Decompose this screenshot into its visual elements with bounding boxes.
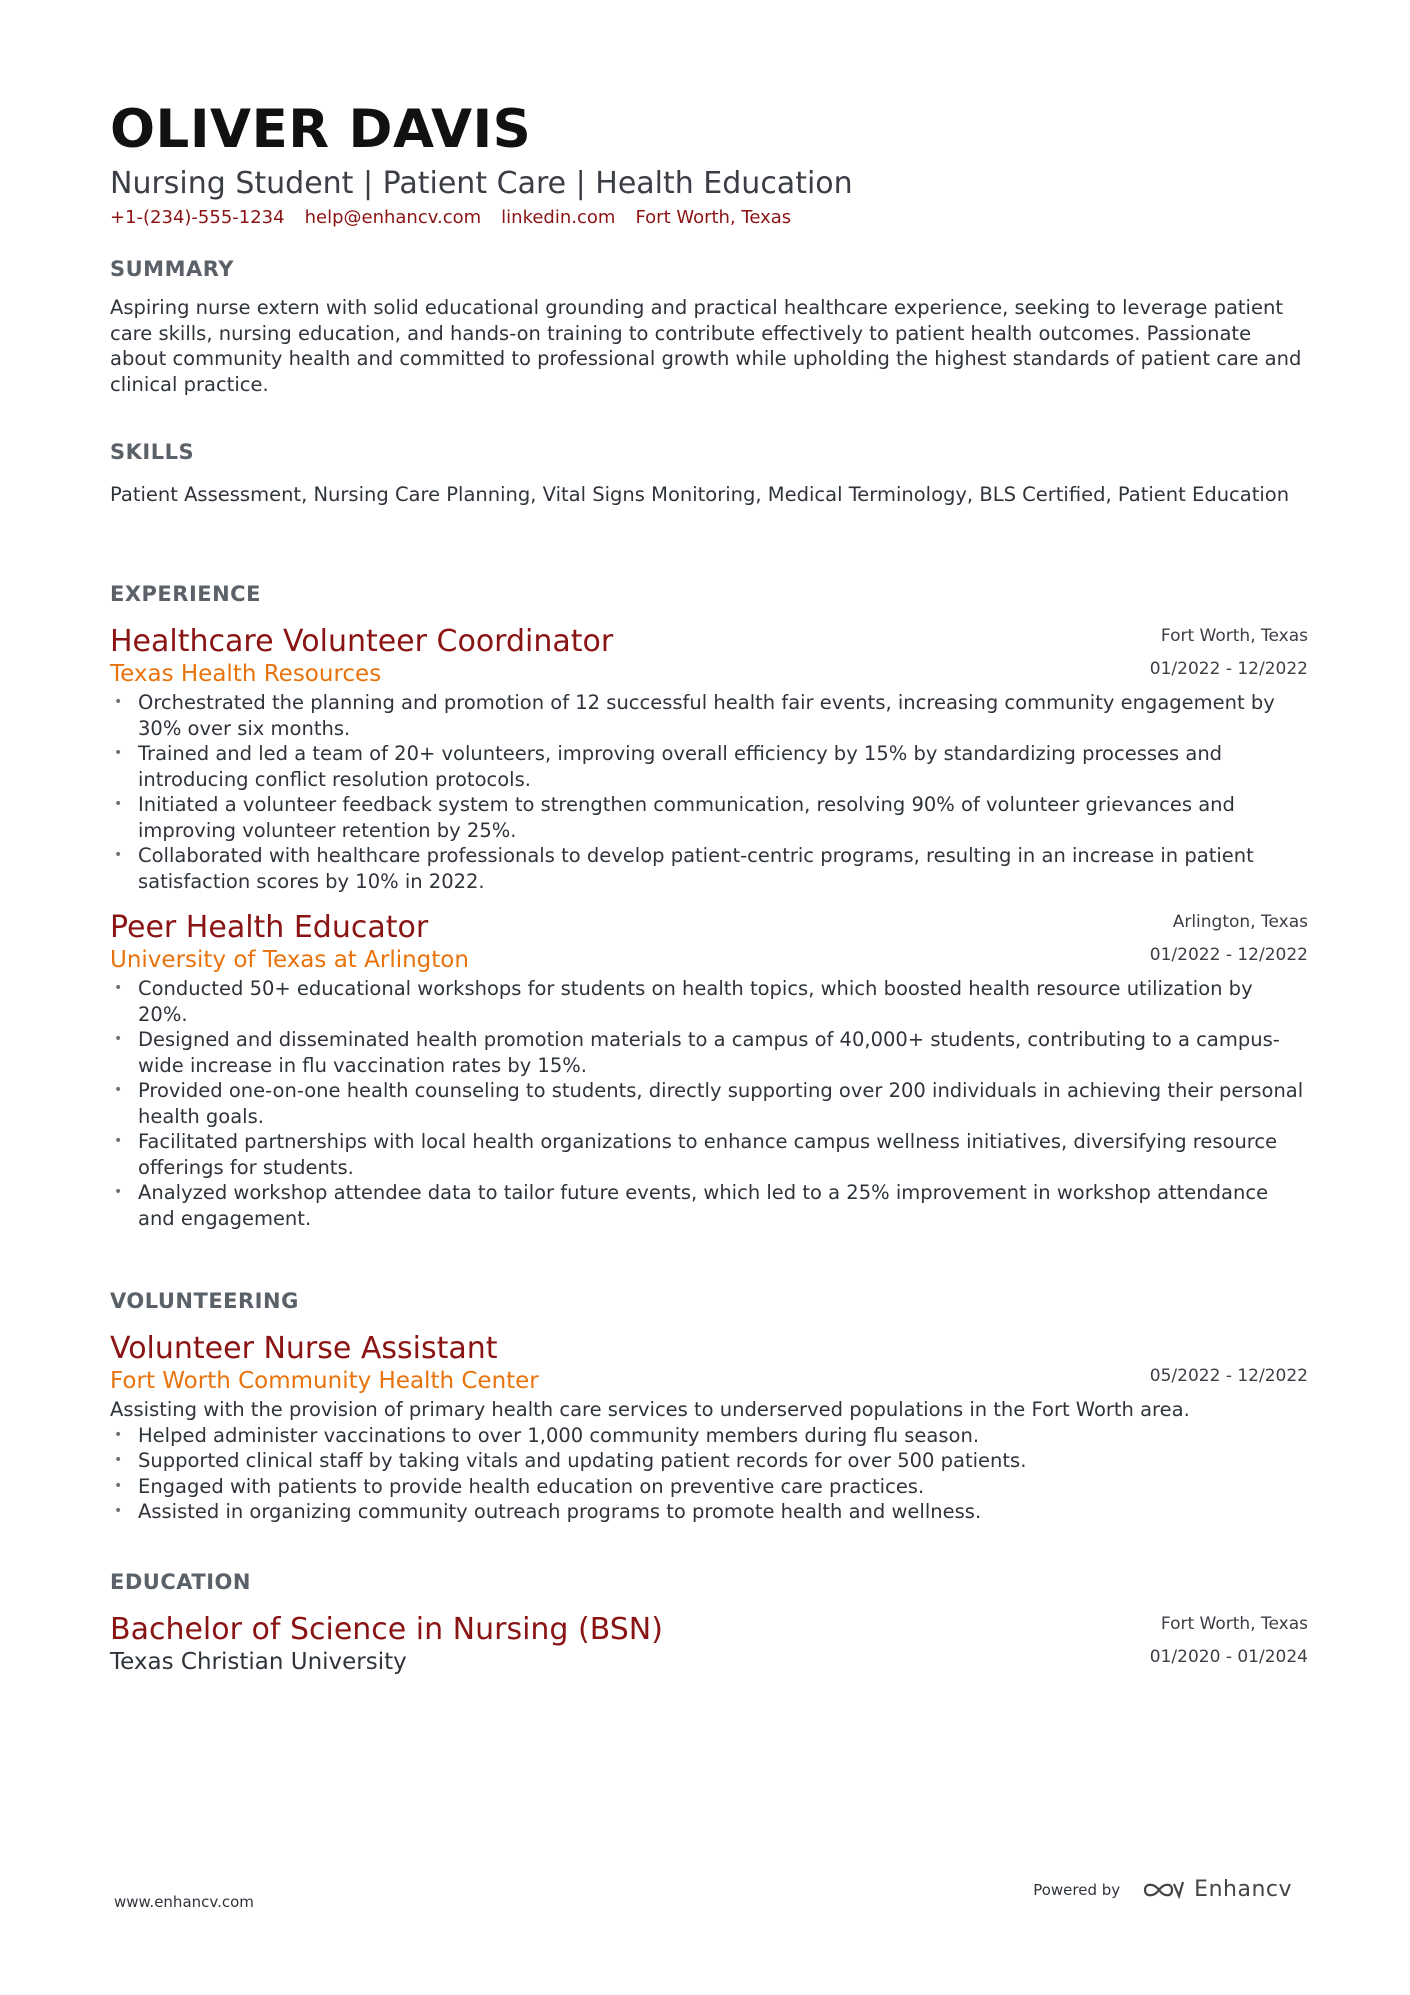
bullet-text: Initiated a volunteer feedback system to strengthen communication, resolving 90% of volunteer grievances and improving volunteer retention by 25%. [138,793,1235,842]
footer-branding [1033,1877,1292,1902]
entry-header [110,1331,1308,1397]
bullet-text: Trained and led a team of 20+ volunteers, improving overall efficiency by 15% by standardizing processes and introducing conflict resolution protocols. [138,742,1223,791]
list-item [110,1423,1308,1449]
school-name: Texas Christian University [110,1649,407,1675]
bullet-dot-icon: • [114,1184,123,1200]
list-item [110,690,1308,741]
bullet-text: Conducted 50+ educational workshops for students on health topics, which boosted health resource utilization by 20%. [138,977,1253,1026]
skills-title: SKILLS [110,440,195,464]
bullet-dot-icon: • [114,1426,123,1443]
candidate-tagline: Nursing Student | Patient Care | Health Education [110,166,853,201]
bullet-text: Orchestrated the planning and promotion of 12 successful health fair events, increasing community engagement by 30% over six months. [138,691,1275,740]
bullet-text: Supported clinical staff by taking vitals and updating patient records for over 500 patients. [138,1449,1027,1472]
company-name: University of Texas at Arlington [110,947,469,973]
job-location: Fort Worth, Texas [1160,626,1308,646]
powered-by-label: Powered by [1033,1880,1121,1899]
bullet-dot-icon: • [114,694,123,710]
bullet-dot-icon: • [114,1031,123,1047]
enhancv-logo-icon [1142,1878,1184,1902]
experience-entry [110,624,1308,894]
education-title: EDUCATION [110,1570,251,1594]
education-section [110,1568,1308,1678]
contact-phone[interactable]: +1-(234)-555-1234 [110,207,285,228]
volunteer-role: Volunteer Nurse Assistant [110,1331,498,1366]
brand-logo[interactable] [1142,1877,1292,1902]
bullet-dot-icon: • [114,1477,123,1494]
contact-email[interactable]: help@enhancv.com [304,207,482,228]
list-item [110,1129,1308,1180]
bullet-text: Designed and disseminated health promotion materials to a campus of 40,000+ students, contributing to a campus-wide increase in flu vaccination rates by 15%. [138,1028,1280,1077]
summary-title: SUMMARY [110,257,234,281]
list-item [110,1027,1308,1078]
list-item [110,792,1308,843]
resume-content [110,96,1308,1675]
bullet-dot-icon: • [114,745,123,761]
job-title: Peer Health Educator [110,910,429,945]
experience-title: EXPERIENCE [110,582,261,606]
bullet-dot-icon: • [114,980,123,996]
bullet-text: Collaborated with healthcare professionals to develop patient-centric programs, resulting in an increase in patient satisfaction scores by 10% in 2022. [138,844,1254,893]
list-item [110,1474,1308,1500]
summary-text: Aspiring nurse extern with solid educational grounding and practical healthcare experience, seeking to leverage patient care skills, nursing education, and hands-on training to contribute effectively to patient health outcomes. Passionate about community health and committed to professional growth while upholding the highest standards of patient care and clinical practice. [110,296,1302,396]
list-item [110,843,1308,894]
contact-location: Fort Worth, Texas [635,207,792,228]
bullet-dot-icon: • [114,1133,123,1149]
bullet-text: Assisted in organizing community outreach programs to promote health and wellness. [138,1500,982,1523]
volunteer-description: Assisting with the provision of primary health care services to underserved populations in the Fort Worth area. [110,1398,1190,1421]
school-location: Fort Worth, Texas [1160,1614,1308,1634]
list-item [110,1078,1308,1129]
volunteer-org: Fort Worth Community Health Center [110,1368,539,1394]
education-dates: 01/2020 - 01/2024 [1149,1647,1308,1667]
summary-section [110,255,1308,397]
volunteering-entry [110,1331,1308,1525]
skills-text: Patient Assessment, Nursing Care Planning, Vital Signs Monitoring, Medical Terminology, BLS Certified, Patient Education [110,483,1290,506]
education-entry [110,1612,1308,1678]
bullet-text: Analyzed workshop attendee data to tailor future events, which led to a 25% improvement in workshop attendance and engagement. [138,1181,1269,1230]
list-item [110,741,1308,792]
contact-linkedin[interactable]: linkedin.com [501,207,616,228]
entry-header [110,910,1308,976]
experience-section [110,580,1308,1231]
entry-header [110,624,1308,690]
bullet-dot-icon: • [114,847,123,863]
degree-title: Bachelor of Science in Nursing (BSN) [110,1612,663,1647]
bullet-dot-icon: • [114,1503,123,1519]
candidate-name: OLIVER DAVIS [110,99,532,160]
entry-header [110,1612,1308,1678]
list-item [110,1499,1308,1525]
volunteering-section [110,1287,1308,1525]
job-bullets [110,976,1308,1231]
experience-entry [110,910,1308,1231]
bullet-text: Facilitated partnerships with local health organizations to enhance campus wellness initiatives, diversifying resource offerings for students. [138,1130,1278,1179]
bullet-dot-icon: • [114,1452,123,1468]
bullet-text: Provided one-on-one health counseling to students, directly supporting over 200 individuals in achieving their personal health goals. [138,1079,1304,1128]
skills-section [110,438,1308,508]
list-item [110,1448,1308,1474]
company-name: Texas Health Resources [110,661,382,687]
volunteering-title: VOLUNTEERING [110,1289,299,1313]
bullet-text: Helped administer vaccinations to over 1,000 community members during flu season. [138,1423,980,1447]
bullet-dot-icon: • [114,1082,123,1098]
list-item [110,1180,1308,1231]
job-title: Healthcare Volunteer Coordinator [110,624,614,659]
list-item [110,976,1308,1027]
bullet-text: Engaged with patients to provide health education on preventive care practices. [138,1474,925,1498]
contact-row [110,206,1308,230]
job-dates: 01/2022 - 12/2022 [1149,945,1308,965]
brand-name: Enhancv [1194,1877,1292,1902]
job-bullets [110,690,1308,894]
volunteer-bullets [110,1423,1308,1525]
job-dates: 01/2022 - 12/2022 [1149,659,1308,679]
job-location: Arlington, Texas [1172,912,1308,932]
resume-header [110,96,1308,230]
footer-website[interactable]: www.enhancv.com [114,1893,254,1911]
bullet-dot-icon: • [114,796,123,812]
volunteer-dates: 05/2022 - 12/2022 [1149,1366,1308,1386]
